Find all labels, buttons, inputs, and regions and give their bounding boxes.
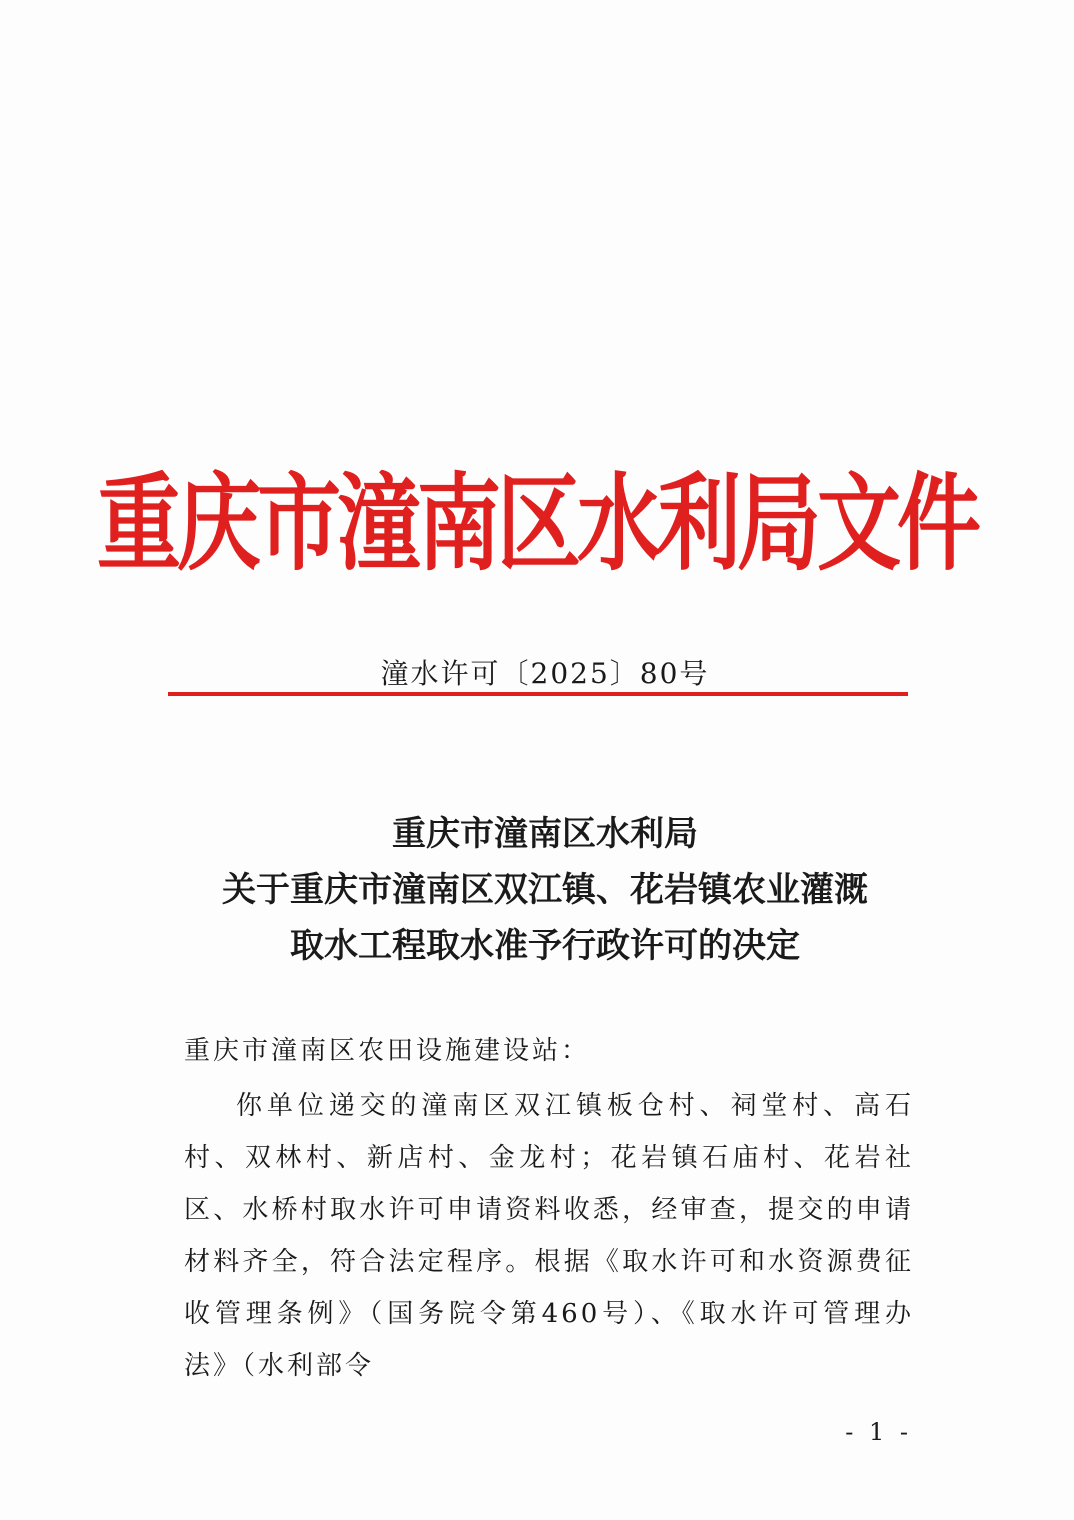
page-number: - 1 - [845, 1418, 912, 1446]
title-line-1: 重庆市潼南区水利局 [392, 814, 698, 854]
title-line-3: 取水工程取水准予行政许可的决定 [290, 926, 800, 966]
document-masthead: 重庆市潼南区水利局文件 [96, 462, 977, 585]
title-line-2: 关于重庆市潼南区双江镇、花岩镇农业灌溉 [222, 870, 868, 910]
body-paragraph: 你单位递交的潼南区双江镇板仓村、祠堂村、高石村、双林村、新店村、金龙村；花岩镇石庙村、花岩社区、水桥村取水许可申请资料收悉，经审查，提交的申请材料齐全，符合法定程序。根据《取水许可和水资源费征收管理条例》（国务院令第460号）、《取水许可管理办法》（水利部令 [184, 1091, 914, 1381]
addressee: 重庆市潼南区农田设施建设站： [184, 1036, 591, 1066]
red-separator-line [168, 692, 908, 696]
document-title [0, 806, 1074, 974]
document-number: 潼水许可〔2025〕80号 [380, 657, 710, 690]
